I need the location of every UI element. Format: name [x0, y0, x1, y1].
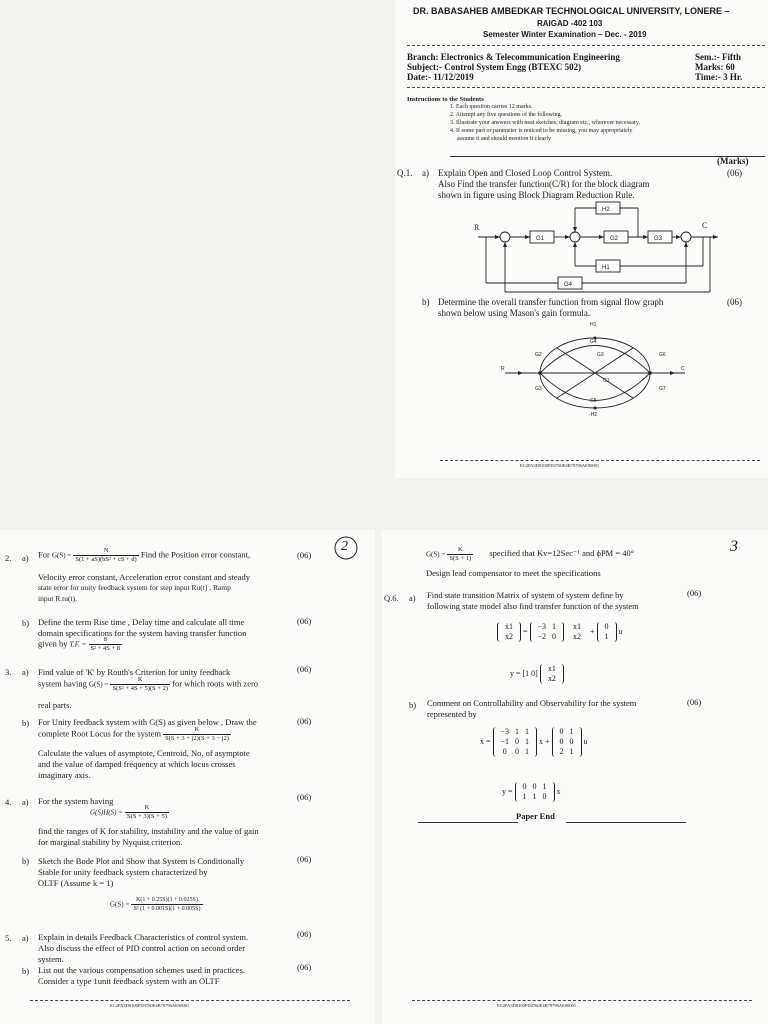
university-name: DR. BABASAHEB AMBEDKAR TECHNOLOGICAL UNIVERSITY, LONERE –: [413, 6, 730, 16]
q5b-cont-line-2: Design lead compensator to meet the specifications: [426, 568, 601, 578]
sfg-label-g3: G3: [597, 352, 604, 358]
q6b-state-equation: [480, 727, 588, 757]
xdot-1: ẋ1: [505, 622, 513, 631]
sfg-label-h2: -H2: [589, 412, 598, 418]
q2a-formula-line: [38, 547, 250, 564]
q3b-line-1: For Unity feedback system with G(S) as given below , Draw the: [38, 717, 257, 727]
q4a-line-1: For the system having: [38, 796, 114, 806]
q6b-b-matrix: [552, 727, 582, 757]
sfg-label-g7: G7: [659, 386, 666, 392]
exam-page-2: [0, 530, 375, 1024]
b-2: 1: [604, 632, 609, 641]
a-21: −2: [537, 632, 547, 641]
q2b-tf: T.F. =: [69, 640, 87, 649]
q2b-numerator: 8: [89, 636, 123, 645]
sfg-label-c: C: [681, 366, 685, 372]
paper-end: Paper End: [516, 811, 555, 821]
q5a-line-1: Explain in details Feedback Characteristics of control system.: [38, 932, 249, 942]
instruction-2: 2. Attempt any five questions of the following.: [450, 112, 563, 118]
q1a-line-3: shown in figure using Block Diagram Reduction Rule.: [438, 190, 635, 200]
q5b-cont-fraction: [447, 546, 473, 563]
q3a-gs: G(S) =: [89, 680, 109, 689]
q2b-line-1: Define the term Rise time , Delay time and calculate all time: [38, 617, 245, 627]
instruction-5: assume it and should mention it clearly: [457, 136, 551, 142]
bd-block-g4: G4: [564, 282, 573, 288]
bd-label-c: C: [702, 221, 708, 230]
q5b-label: b): [22, 966, 30, 976]
q3b-line-2: complete Root Locus for the system: [38, 728, 161, 739]
q3b-line-4: and the value of damped frequency at which locus crosses: [38, 759, 236, 769]
q5b-cont-denominator: S(S + 1): [449, 555, 472, 562]
b-31: 2: [559, 747, 564, 756]
q6b-marks: (06): [687, 697, 702, 707]
q2b-fraction: [89, 636, 123, 653]
header-rule-2: [407, 87, 765, 88]
q5b-line-1: List out the various compensation schemes used in practices.: [38, 965, 246, 975]
exam-page-3: [382, 530, 768, 1024]
a-21: −1: [500, 737, 510, 746]
q6b-line-1: Comment on Controllability and Observability for the system: [427, 698, 637, 708]
q3b-line-3: Calculate the values of asymptote, Centroid, No. of asymptote: [38, 748, 250, 758]
x-1: x1: [573, 622, 582, 631]
b-11: 0: [559, 727, 564, 736]
q2a-marks: (06): [297, 550, 312, 560]
block-diagram: [470, 200, 730, 296]
a-23: 1: [525, 737, 530, 746]
q5a-line-3: system.: [38, 954, 64, 964]
q4a-marks: (06): [297, 792, 312, 802]
q6a-output-x-vector: [540, 664, 564, 684]
q3a-fraction: [110, 676, 170, 693]
subject-line: Subject:- Control System Engg (BTEXC 502): [407, 62, 582, 72]
footer-rule: [30, 1000, 350, 1001]
q6b-xdot: ẋ =: [480, 736, 491, 746]
q3a-line-3: real parts.: [38, 700, 72, 710]
c-13: 1: [542, 782, 547, 791]
q6a-xdot-vector: [497, 622, 521, 642]
sfg-label-g6: G6: [659, 352, 666, 358]
branch-line: Branch: Electronics & Telecommunication Engineering: [407, 52, 620, 62]
bd-block-g2: G2: [610, 236, 619, 242]
q6a-u: u: [618, 626, 623, 636]
a-22: 0: [552, 632, 557, 641]
signal-flow-graph: [495, 318, 695, 428]
q4b-fraction: [131, 896, 202, 913]
paper-end-rule-left: [418, 822, 518, 823]
q2b-marks: (06): [297, 616, 312, 626]
instruction-1: 1. Each question carries 12 marks.: [450, 104, 533, 110]
bd-block-h1: H1: [602, 265, 610, 271]
q3b-denominator: S(S + 3 + j2)(S + 3 − j2): [165, 735, 229, 742]
bd-block-h2: H2: [602, 207, 610, 213]
q2-number: 2.: [5, 553, 12, 563]
q4b-marks: (06): [297, 854, 312, 864]
b-12: 1: [569, 727, 574, 736]
c-11: 0: [522, 782, 527, 791]
q4b-numerator: K(1 + 0.25S)(1 + 0.025S): [131, 896, 202, 905]
q1b-label: b): [422, 297, 430, 307]
marks-header: (Marks): [717, 156, 749, 166]
exam-time: Time:- 3 Hr.: [695, 72, 743, 82]
q2b-line-3: given by: [38, 638, 68, 649]
q6b-a-matrix: [493, 727, 538, 757]
x-1: x1: [547, 664, 556, 673]
a-31: 0: [502, 747, 507, 756]
q6a-a-matrix: [530, 622, 565, 642]
q3a-denominator: S(S² + 4S + 5)(S + 2): [112, 685, 169, 692]
exam-title: Semester Winter Examination – Dec. - 2019: [483, 30, 647, 39]
sfg-label-g5: G5: [590, 398, 597, 404]
q4a-numerator: K: [125, 804, 169, 813]
q6b-yx: x: [556, 786, 561, 796]
q2a-line-2: Velocity error constant, Acceleration error constant and steady: [38, 572, 250, 582]
bd-label-r: R: [474, 223, 480, 232]
q3b-marks: (06): [297, 716, 312, 726]
university-place: RAIGAD -402 103: [537, 19, 603, 28]
q6b-label: b): [409, 700, 417, 710]
semester: Sem.:- Fifth: [695, 52, 741, 62]
q5b-marks: (06): [297, 962, 312, 972]
a-11: −3: [500, 727, 510, 736]
c-22: 1: [532, 792, 537, 801]
q4b-label: b): [22, 856, 30, 866]
q4a-line-3: for marginal stability by Nyquist criterion.: [38, 837, 183, 847]
q4b-denominator: S³ (1 + 0.001S)(1 + 0.005S): [133, 906, 201, 912]
q3b-line-5: imaginary axis.: [38, 770, 91, 780]
bd-block-g1: G1: [536, 236, 545, 242]
q1a-line-2: Also Find the transfer function(C/R) for the block diagram: [438, 179, 650, 189]
q1b-line-2: shown below using Mason's gain formula.: [438, 308, 591, 318]
sfg-label-h1: H1: [590, 322, 597, 328]
q5b-cont-gs: G(S) =: [426, 550, 446, 559]
q4b-formula: [110, 896, 203, 913]
q6b-c-matrix: [515, 782, 555, 802]
q6a-y: y = [1 0]: [510, 668, 538, 678]
q4a-denominator: S(S + 3)(S + 5): [127, 813, 167, 820]
footer-rule: [440, 460, 760, 461]
q5b-continued-formula: [426, 546, 634, 563]
q3a-line-1: Find value of 'K' by Routh's Criterion for unity feedback: [38, 667, 231, 677]
q4b-line-1: Sketch the Bode Plot and Show that System is Conditionally: [38, 856, 245, 866]
q1a-label: a): [422, 168, 429, 178]
footer-code: EC2FA3D0100FD3760E4B79796AE90001: [497, 1003, 577, 1008]
a-13: 1: [525, 727, 530, 736]
sfg-label-g1: G1: [603, 378, 610, 384]
q2a-line-1: Find the Position error constant,: [140, 549, 251, 560]
q4a-label: a): [22, 797, 29, 807]
q2a-line-3: state error for unity feedback system for step input Ru(t) , Ramp: [38, 583, 231, 592]
sfg-label-g3b: G3: [535, 386, 542, 392]
a-22: 0: [515, 737, 520, 746]
q6a-state-equation: ẋ1 ẋ2 = −3 1 −2 0 x1 x2 + 0 1 u: [497, 622, 623, 642]
b-22: 0: [569, 737, 574, 746]
sfg-label-g4: G4: [590, 339, 597, 345]
q6a-line-1: Find state transition Matrix of system of system define by: [427, 590, 624, 600]
a-11: −3: [537, 622, 547, 631]
b-1: 0: [604, 622, 609, 631]
q4a-formula: [90, 804, 169, 821]
q2a-for: For: [38, 549, 50, 560]
q3-number: 3.: [5, 667, 12, 677]
q4a-line-2: find the ranges of K for stability, instability and the value of gain: [38, 826, 259, 836]
instruction-4: 4. If some part or parameter is noticed to be missing, you may appropriately: [450, 128, 633, 134]
b-21: 0: [559, 737, 564, 746]
q5b-line-2: Consider a type 1unit feedback system with an OLTF: [38, 976, 220, 986]
q5a-label: a): [22, 933, 29, 943]
q5-number: 5.: [5, 933, 12, 943]
q2a-numerator: N: [73, 547, 138, 556]
q6b-line-2: represented by: [427, 709, 477, 719]
q6a-label: a): [409, 593, 416, 603]
q5b-cont-text: specified that Kv=12Sec⁻¹ and ϕPM = 40°: [489, 548, 635, 559]
q3b-formula-line: [38, 726, 231, 743]
q4b-line-2: Stable for unity feedback system characterized by: [38, 867, 208, 877]
footer-rule: [412, 1000, 752, 1001]
q3a-numerator: K: [110, 676, 170, 685]
instruction-3: 3. Illustrate your answers with neat sketches, diagram etc., wherever necessary.: [450, 120, 641, 126]
q5b-cont-numerator: K: [447, 546, 473, 555]
footer-code: EC2FA3D0100FD3760E4B79796AE90001: [110, 1003, 190, 1008]
q6b-y: y =: [502, 786, 513, 796]
q6a-marks: (06): [687, 588, 702, 598]
q5a-marks: (06): [297, 929, 312, 939]
q6a-line-2: following state model also find transfer function of the system: [427, 601, 639, 611]
page-number: 2: [341, 539, 348, 554]
q2a-label: a): [22, 553, 29, 563]
q2a-fraction: [73, 547, 138, 564]
exam-date: Date:- 11/12/2019: [407, 72, 474, 82]
q3a-line-2b: for which roots with zero: [172, 678, 259, 689]
q6b-x: x +: [539, 736, 550, 746]
q4-number: 4.: [5, 797, 12, 807]
q6a-output-equation: [510, 664, 564, 684]
q2a-gs: G(S) =: [51, 551, 72, 560]
exam-page-1: [395, 0, 768, 478]
x-2: x2: [547, 674, 556, 683]
header-rule: [407, 45, 765, 46]
footer-code: EC2FA3D0100FD3760E4B79796AE90001: [520, 463, 600, 468]
a-12: 1: [515, 727, 520, 736]
q1b-marks: (06): [727, 297, 742, 307]
q2b-formula-line: [38, 636, 122, 653]
q4a-fraction: [125, 804, 169, 821]
c-21: 1: [522, 792, 527, 801]
a-12: 1: [552, 622, 557, 631]
q3a-label: a): [22, 667, 29, 677]
q1a-marks: (06): [727, 168, 742, 178]
q5a-line-2: Also discuss the effect of PID control action on second order: [38, 943, 246, 953]
q3b-label: b): [22, 718, 30, 728]
q2b-label: b): [22, 618, 30, 628]
q2b-line-2: domain specifications for the system having transfer function: [38, 628, 247, 638]
q3b-numerator: K: [163, 726, 231, 735]
q2b-denominator: S² + 4S + 8: [90, 645, 121, 652]
q6a-b-vector: [597, 622, 617, 642]
a-32: 0: [515, 747, 520, 756]
q1-number: Q.1.: [397, 168, 413, 178]
paper-end-rule-right: [566, 822, 686, 823]
q2a-line-4: input R.tu(t).: [38, 594, 77, 603]
max-marks: Marks: 60: [695, 62, 735, 72]
bd-block-g3: G3: [654, 236, 663, 242]
q4b-line-3: OLTF (Assume k = 1): [38, 878, 114, 888]
sfg-label-r: R: [501, 366, 505, 372]
q3a-formula-line: [38, 676, 258, 693]
q4a-gh: G(S)H(S) =: [90, 808, 123, 817]
q3a-line-2a: system having: [38, 678, 87, 689]
sfg-label-g2: G2: [535, 352, 542, 358]
c-23: 0: [542, 792, 547, 801]
page-number: 3: [730, 538, 738, 555]
instructions-title: Instructions to the Students: [407, 96, 484, 103]
q1b-line-1: Determine the overall transfer function from signal flow graph: [438, 297, 664, 307]
q1a-line-1: Explain Open and Closed Loop Control System.: [438, 168, 613, 178]
q6a-x-vector: [566, 622, 588, 642]
q6-number: Q.6.: [384, 593, 399, 603]
q3b-fraction: [163, 726, 231, 743]
xdot-2: ẋ2: [505, 632, 513, 641]
x-2: x2: [573, 632, 582, 641]
q4b-gs: G(S) =: [110, 900, 130, 909]
a-33: 1: [525, 747, 530, 756]
q6b-output-equation: [502, 782, 561, 802]
c-12: 0: [532, 782, 537, 791]
q3a-marks: (06): [297, 664, 312, 674]
q6b-u: u: [583, 736, 588, 746]
b-32: 1: [569, 747, 574, 756]
q2a-denominator: S(1 + aS)(bS² + cS + d): [75, 556, 137, 563]
